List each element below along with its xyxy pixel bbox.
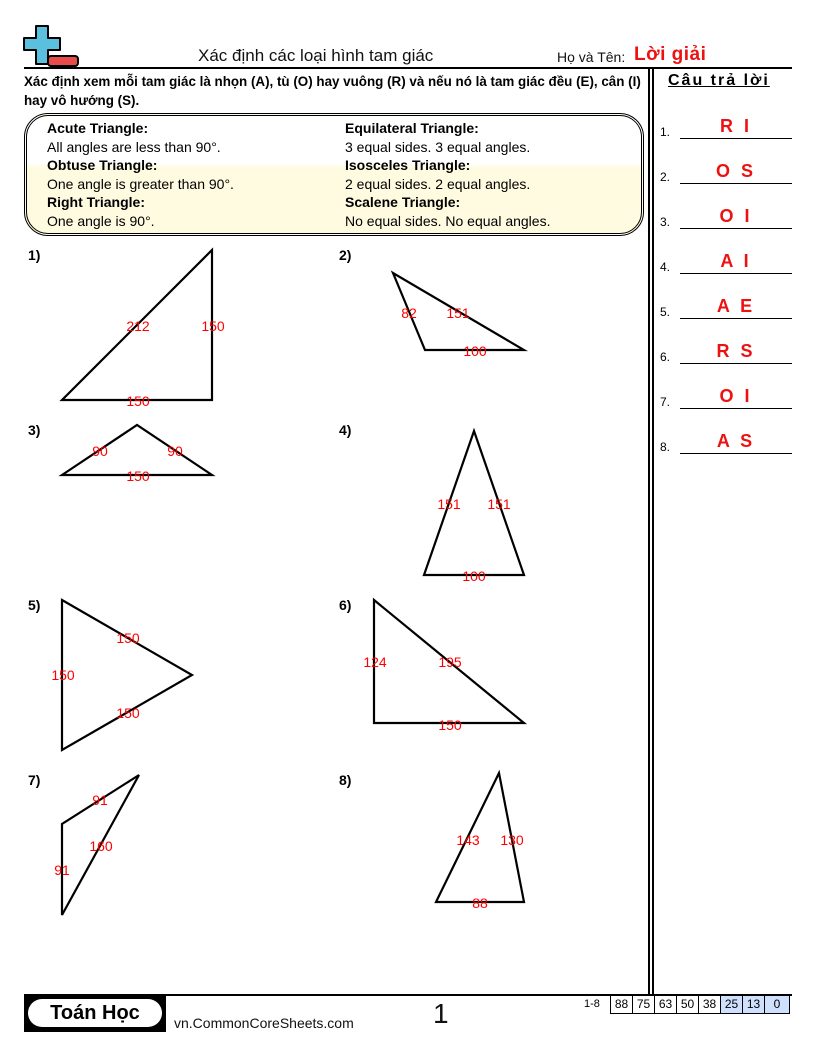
answer-line: [680, 273, 792, 274]
side-label: 150: [126, 468, 150, 484]
name-label: Họ và Tên:: [557, 49, 626, 65]
ref-heading-right: Right Triangle:: [47, 194, 145, 211]
ref-heading-scalene: Scalene Triangle:: [345, 194, 461, 211]
score-cell: 13: [743, 996, 765, 1013]
side-label: 150: [51, 667, 75, 683]
problem-6-label: 6): [339, 597, 352, 613]
answer-row-3: [660, 199, 792, 229]
side-label: 150: [201, 318, 225, 334]
reference-side-types: [345, 119, 550, 231]
triangle-2: [393, 273, 524, 350]
ref-text-equilateral: 3 equal sides. 3 equal angles.: [345, 138, 531, 155]
answer-value: R S: [716, 341, 756, 361]
side-label: 195: [438, 654, 462, 670]
problem-3-label: 3): [28, 422, 41, 438]
answer-line: [680, 318, 792, 319]
score-cell: 0: [765, 996, 789, 1013]
ref-text-scalene: No equal sides. No equal angles.: [345, 212, 551, 229]
worksheet-title: Xác định các loại hình tam giác: [198, 46, 434, 65]
answer-number: 1.: [660, 125, 671, 139]
reference-angle-types: [47, 119, 234, 231]
answer-value: R I: [719, 116, 752, 136]
triangle-3: [62, 425, 212, 475]
answer-line: [680, 228, 792, 229]
score-cell: 25: [721, 996, 743, 1013]
score-cell: 88: [611, 996, 633, 1013]
side-label: 151: [487, 496, 511, 512]
brand-label: Toán Học: [28, 999, 162, 1027]
name-value: Lời giải: [634, 44, 707, 65]
answer-key-header: Câu trả lời: [668, 72, 770, 89]
side-label: 212: [126, 318, 150, 334]
answer-row-5: [660, 289, 792, 319]
ref-text-right: One angle is 90°.: [47, 212, 155, 229]
ref-heading-equilateral: Equilateral Triangle:: [345, 120, 479, 136]
problem-4-label: 4): [339, 422, 352, 438]
problem-7-label: 7): [28, 772, 41, 788]
answer-value: O I: [719, 386, 753, 406]
problem-8-label: 8): [339, 772, 352, 788]
problem-1-label: 1): [28, 247, 41, 263]
side-label: 100: [462, 568, 486, 584]
score-cell: 63: [655, 996, 677, 1013]
triangle-4: [424, 431, 524, 575]
side-label: 150: [126, 393, 150, 409]
answer-number: 8.: [660, 440, 671, 454]
answer-line: [680, 363, 792, 364]
score-cell: 50: [677, 996, 699, 1013]
logo-plus-minus-icon: [22, 24, 80, 68]
answer-number: 7.: [660, 395, 671, 409]
column-divider-inner: [652, 69, 654, 995]
side-label: 124: [363, 654, 387, 670]
answer-number: 5.: [660, 305, 671, 319]
instructions: Xác định xem mỗi tam giác là nhọn (A), tù (O) hay vuông (R) và nếu nó là tam giác đều (E), cân (I) hay vô hướng (S).: [24, 74, 641, 108]
side-label: 130: [500, 832, 524, 848]
side-label: 150: [438, 717, 462, 733]
site-url: vn.CommonCoreSheets.com: [174, 1015, 354, 1031]
answer-value: O I: [719, 206, 753, 226]
answer-row-7: [660, 379, 792, 409]
score-cell: 75: [633, 996, 655, 1013]
ref-text-obtuse: One angle is greater than 90°.: [47, 175, 234, 192]
problem-5-label: 5): [28, 597, 41, 613]
answer-number: 4.: [660, 260, 671, 274]
problem-2-label: 2): [339, 247, 352, 263]
score-range: 1-8: [584, 998, 600, 1010]
side-label: 160: [89, 838, 113, 854]
triangle-5: [62, 600, 192, 750]
triangle-6: [374, 600, 524, 723]
answer-line: [680, 138, 792, 139]
column-divider: [648, 69, 650, 995]
triangle-1: [62, 250, 212, 400]
ref-heading-acute: Acute Triangle:: [47, 120, 149, 136]
answer-row-6: [660, 334, 792, 364]
reference-box: [24, 113, 644, 236]
side-label: 150: [116, 705, 140, 721]
side-label: 90: [92, 443, 108, 459]
answer-value: A E: [716, 296, 756, 316]
answer-row-4: [660, 244, 792, 274]
side-label: 151: [446, 305, 470, 321]
answer-line: [680, 453, 792, 454]
side-label: 151: [437, 496, 461, 512]
answer-number: 3.: [660, 215, 671, 229]
answer-line: [680, 183, 792, 184]
answer-value: A S: [716, 431, 756, 451]
answer-number: 6.: [660, 350, 671, 364]
brand-badge: [24, 996, 166, 1032]
answer-number: 2.: [660, 170, 671, 184]
side-label: 90: [167, 443, 183, 459]
answer-value: O S: [715, 161, 756, 181]
side-label: 82: [401, 305, 417, 321]
answer-row-8: [660, 424, 792, 454]
side-label: 88: [472, 895, 488, 911]
side-label: 143: [456, 832, 480, 848]
ref-heading-obtuse: Obtuse Triangle:: [47, 157, 158, 174]
score-table: [610, 996, 790, 1014]
side-label: 91: [92, 792, 108, 808]
header-rule: [24, 67, 792, 69]
side-label: 91: [54, 862, 70, 878]
triangle-7: [62, 775, 139, 915]
side-label: 150: [116, 630, 140, 646]
answer-value: A I: [720, 251, 752, 271]
answer-row-1: [660, 109, 792, 139]
ref-text-isosceles: 2 equal sides. 2 equal angles.: [345, 175, 531, 192]
page-number: 1: [433, 998, 449, 1029]
triangle-8: [436, 773, 524, 902]
side-label: 100: [463, 343, 487, 359]
ref-text-acute: All angles are less than 90°.: [47, 138, 221, 155]
answer-row-2: [660, 154, 792, 184]
ref-heading-isosceles: Isosceles Triangle:: [345, 157, 471, 174]
answer-line: [680, 408, 792, 409]
score-cell: 38: [699, 996, 721, 1013]
